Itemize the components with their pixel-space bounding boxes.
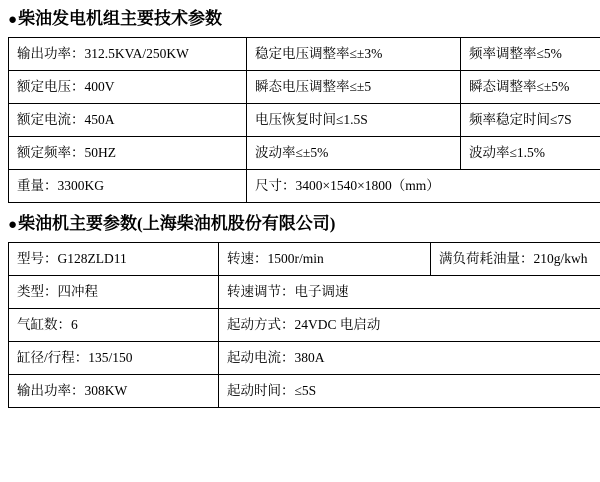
- cell-frequency-fluctuation: 波动率≤1.5%: [461, 137, 600, 170]
- table-row: [9, 104, 600, 137]
- cell-starting-method: 起动方式：24VDC 电启动: [219, 309, 600, 342]
- cell-output-power: 输出功率：312.5KVA/250KW: [9, 38, 247, 71]
- cell-steady-voltage-regulation: 稳定电压调整率≤±3%: [247, 38, 461, 71]
- cell-transient-voltage-regulation: 瞬态电压调整率≤±5: [247, 71, 461, 104]
- table-row: [9, 276, 600, 309]
- cell-voltage-recovery-time: 电压恢复时间≤1.5S: [247, 104, 461, 137]
- cell-rated-voltage: 额定电压：400V: [9, 71, 247, 104]
- cell-rated-current: 额定电流：450A: [9, 104, 247, 137]
- cell-fuel-consumption: 满负荷耗油量：210g/kwh: [431, 243, 600, 276]
- generator-set-spec-table: [8, 37, 600, 203]
- section-title-text: 柴油发电机组主要技术参数: [18, 9, 223, 28]
- cell-frequency-stabilization-time: 频率稳定时间≤7S: [461, 104, 600, 137]
- table-row: [9, 137, 600, 170]
- table-row: [9, 71, 600, 104]
- table-row: [9, 309, 600, 342]
- section-title-text: 柴油机主要参数(上海柴油机股份有限公司): [18, 214, 336, 233]
- table-row: [9, 170, 600, 203]
- cell-dimensions: 尺寸：3400×1540×1800（mm）: [247, 170, 600, 203]
- bullet-icon: ●: [8, 217, 18, 233]
- table-row: [9, 243, 600, 276]
- table-row: [9, 375, 600, 408]
- cell-model: 型号：G128ZLD11: [9, 243, 219, 276]
- table-row: [9, 38, 600, 71]
- cell-speed-governing: 转速调节：电子调速: [219, 276, 600, 309]
- table-row: [9, 342, 600, 375]
- cell-cylinder-count: 气缸数：6: [9, 309, 219, 342]
- cell-starting-current: 起动电流：380A: [219, 342, 600, 375]
- bullet-icon: ●: [8, 12, 18, 28]
- cell-voltage-fluctuation: 波动率≤±5%: [247, 137, 461, 170]
- section-heading-generator-set: [8, 8, 594, 31]
- section-heading-diesel-engine: [8, 213, 594, 236]
- diesel-engine-spec-table: [8, 242, 600, 408]
- cell-frequency-regulation: 频率调整率≤5%: [461, 38, 600, 71]
- cell-weight: 重量：3300KG: [9, 170, 247, 203]
- cell-transient-regulation: 瞬态调整率≤±5%: [461, 71, 600, 104]
- cell-engine-output-power: 输出功率：308KW: [9, 375, 219, 408]
- cell-speed: 转速：1500r/min: [219, 243, 431, 276]
- cell-bore-stroke: 缸径/行程：135/150: [9, 342, 219, 375]
- cell-starting-time: 起动时间：≤5S: [219, 375, 600, 408]
- cell-type: 类型：四冲程: [9, 276, 219, 309]
- cell-rated-frequency: 额定频率：50HZ: [9, 137, 247, 170]
